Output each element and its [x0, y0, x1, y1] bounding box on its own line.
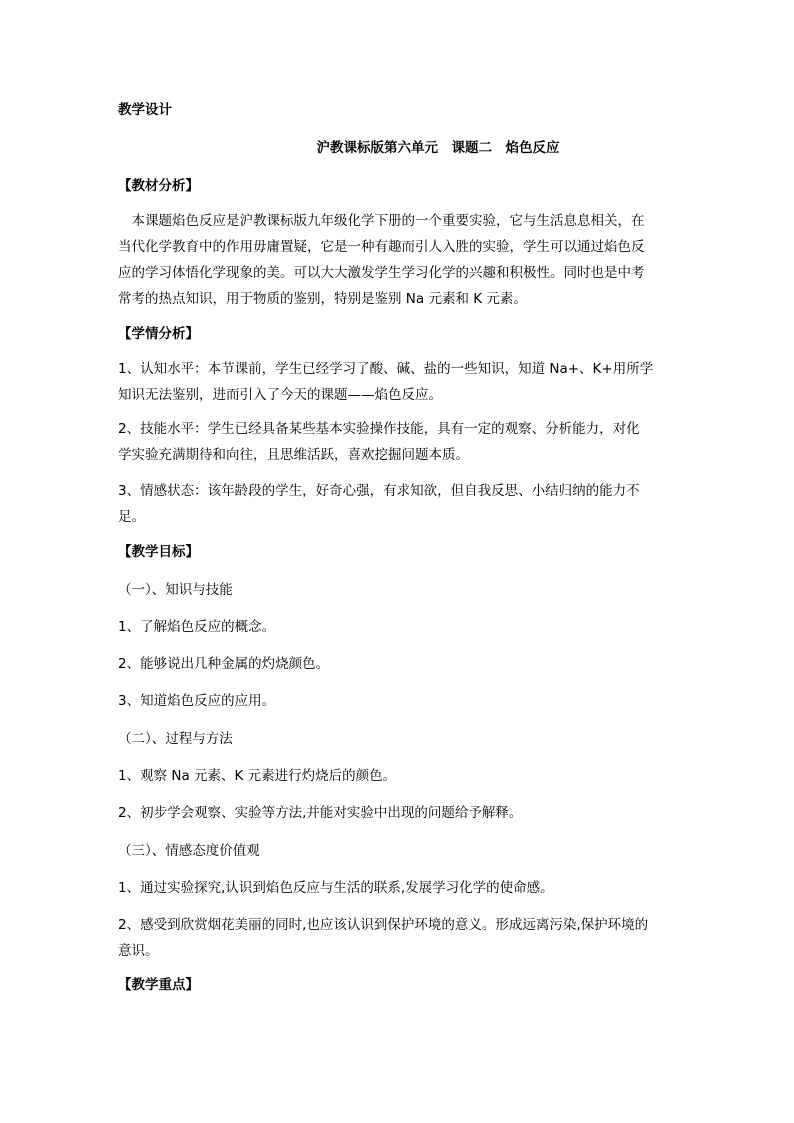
goal-subheading-knowledge: （一）、知识与技能 — [118, 582, 233, 598]
goal-item: 1、观察 Na 元素、K 元素进行灼烧后的颜色。 — [118, 768, 397, 784]
goal-item: 2、能够说出几种金属的灼烧颜色。 — [118, 656, 330, 672]
students-emotion-paragraph — [118, 478, 678, 530]
students-skills-paragraph — [118, 416, 678, 468]
goal-item: 1、通过实验探究,认识到焰色反应与生活的联系,发展学习化学的使命感。 — [118, 880, 554, 896]
students-cognitive-paragraph — [118, 356, 678, 408]
lesson-title: 沪教课标版第六单元 课题二 焰色反应 — [316, 140, 560, 156]
goal-item: 1、了解焰色反应的概念。 — [118, 619, 276, 635]
materials-paragraph — [118, 208, 678, 312]
goal-item: 3、知道焰色反应的应用。 — [118, 693, 276, 709]
paragraph-line: 学实验充满期待和向往，且思维活跃，喜欢挖掘问题本质。 — [118, 447, 469, 463]
goal-subheading-process: （二）、过程与方法 — [118, 731, 233, 747]
paragraph-line: 2、感受到欣赏烟花美丽的同时,也应该认识到保护环境的意义。形成远离污染,保护环境的 — [118, 917, 649, 933]
paragraph-line: 应的学习体悟化学现象的美。可以大大激发学生学习化学的兴趣和积极性。同时也是中考 — [118, 265, 645, 281]
section-heading-key-points: 【教学重点】 — [118, 977, 199, 993]
paragraph-line: 知识无法鉴别，进而引入了今天的课题——焰色反应。 — [118, 387, 442, 403]
paragraph-line: 足。 — [118, 509, 145, 525]
paragraph-line: 1、认知水平：本节课前，学生已经学习了酸、碱、盐的一些知识，知道 Na+、K+用所学 — [118, 361, 654, 377]
paragraph-line: 3、情感状态：该年龄段的学生，好奇心强，有求知欲，但自我反思、小结归纳的能力不 — [118, 483, 640, 499]
document-heading: 教学设计 — [118, 102, 172, 118]
section-heading-students: 【学情分析】 — [118, 326, 199, 342]
paragraph-line: 常考的热点知识，用于物质的鉴别，特别是鉴别 Na 元素和 K 元素。 — [118, 291, 527, 307]
paragraph-line: 当代化学教育中的作用毋庸置疑，它是一种有趣而引人入胜的实验，学生可以通过焰色反 — [118, 239, 645, 255]
paragraph-line: 2、技能水平：学生已经具备某些基本实验操作技能，具有一定的观察、分析能力，对化 — [118, 421, 640, 437]
goal-item: 2、初步学会观察、实验等方法,并能对实验中出现的问题给予解释。 — [118, 805, 523, 821]
paragraph-line: 意识。 — [118, 943, 159, 959]
section-heading-materials: 【教材分析】 — [118, 178, 199, 194]
goal-subheading-attitude: （三）、情感态度价值观 — [118, 843, 260, 859]
paragraph-line: 本课题焰色反应是沪教课标版九年级化学下册的一个重要实验，它与生活息息相关，在 — [118, 213, 645, 229]
section-heading-goals: 【教学目标】 — [118, 544, 199, 560]
goal-item-environment — [118, 912, 678, 964]
